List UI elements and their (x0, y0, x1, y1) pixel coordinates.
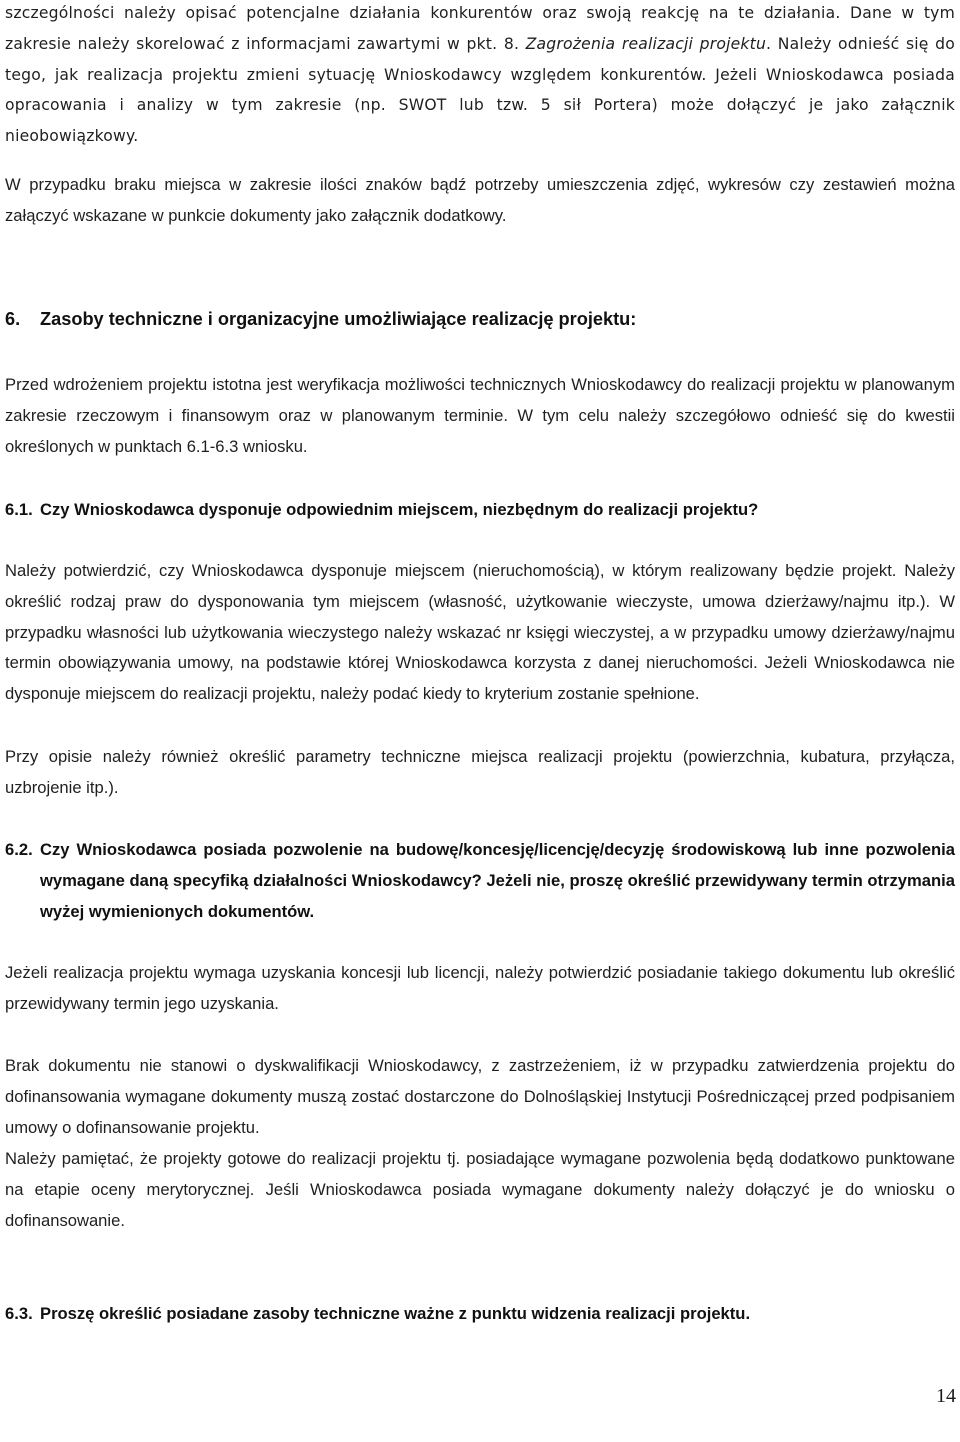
question-6-3-number: 6.3. (5, 1304, 33, 1323)
section-6-title: Zasoby techniczne i organizacyjne umożliwiające realizację projektu: (40, 309, 637, 329)
question-6-3-heading (5, 1299, 955, 1330)
space-note-paragraph: W przypadku braku miejsca w zakresie ilości znaków bądź potrzeby umieszczenia zdjęć, wykresów czy zestawień można załączyć wskazane w punkcie dokumenty jako załącznik dodatkowy. (5, 175, 955, 225)
question-6-1-heading (5, 495, 955, 526)
section-6-number: 6. (5, 309, 21, 329)
page-number: 14 (936, 1385, 956, 1407)
question-6-2-title: Czy Wnioskodawca posiada pozwolenie na budowę/koncesję/licencję/decyzję środowiskową lub inne pozwolenia wymagane daną specyfiką działalności Wnioskodawcy? Jeżeli nie, proszę określić przewidywany termin otrzymania wyżej wymienionych dokumentów. (40, 840, 955, 921)
question-6-2-heading (5, 835, 955, 927)
question-6-1-params: Przy opisie należy również określić parametry techniczne miejsca realizacji projektu (powierzchnia, kubatura, przyłącza, uzbrojenie itp.). (5, 747, 955, 797)
question-6-2-number: 6.2. (5, 840, 33, 859)
intro-text-a: szczególności należy opisać potencjalne działania konkurentów oraz swoją reakcję na te działania. Dane w tym zakresie należy skorelować z informacjami zawartymi w pkt. 8. (5, 4, 955, 53)
question-6-2-concession: Jeżeli realizacja projektu wymaga uzyskania koncesji lub licencji, należy potwierdzić posiadanie takiego dokumentu lub określić przewidywany termin jego uzyskania. (5, 963, 955, 1013)
question-6-1-number: 6.1. (5, 500, 33, 519)
question-6-3-title: Proszę określić posiadane zasoby techniczne ważne z punktu widzenia realizacji projektu. (40, 1304, 751, 1323)
intro-paragraph (5, 0, 955, 152)
section-6-heading (5, 304, 955, 335)
question-6-1-body: Należy potwierdzić, czy Wnioskodawca dysponuje miejscem (nieruchomością), w którym realizowany będzie projekt. Należy określić rodzaj praw do dysponowania tym miejscem (własność, użytkowanie wieczyste, umowa dzierżawy/najmu itp.). W przypadku własności lub użytkowania wieczystego należy wskazać nr księgi wieczystej, a w przypadku umowy dzierżawy/najmu termin obowiązywania umowy, na podstawie której Wnioskodawca korzysta z danej nieruchomości. Jeżeli Wnioskodawca nie dysponuje miejscem do realizacji projektu, należy podać kiedy to kryterium zostanie spełnione. (5, 561, 955, 704)
section-6-intro: Przed wdrożeniem projektu istotna jest weryfikacja możliwości technicznych Wnioskodawcy do realizacji projektu w planowanym zakresie rzeczowym i finansowym oraz w planowanym terminie. W tym celu należy szczegółowo odnieść się do kwestii określonych w punktach 6.1-6.3 wniosku. (5, 375, 955, 456)
question-6-2-no-document: Brak dokumentu nie stanowi o dyskwalifikacji Wnioskodawcy, z zastrzeżeniem, iż w przypadku zatwierdzenia projektu do dofinansowania wymagane dokumenty muszą zostać dostarczone do Dolnośląskiej Instytucji Pośredniczącej przed podpisaniem umowy o dofinansowanie projektu. (5, 1056, 955, 1137)
question-6-1-title: Czy Wnioskodawca dysponuje odpowiednim miejscem, niezbędnym do realizacji projektu? (40, 500, 759, 519)
question-6-2-remember: Należy pamiętać, że projekty gotowe do realizacji projektu tj. posiadające wymagane pozwolenia będą dodatkowo punktowane na etapie oceny merytorycznej. Jeśli Wnioskodawca posiada wymagane dokumenty należy dołączyć je do wniosku o dofinansowanie. (5, 1149, 955, 1230)
intro-italic-ref: Zagrożenia realizacji projektu (525, 34, 767, 53)
intro-text-b: . Należy odnieść się do tego, jak realizacja projektu zmieni sytuację Wnioskodawcy względem konkurentów. Jeżeli Wnioskodawca posiada opracowania i analizy w tym zakresie (np. SWOT lub tzw. 5 sił Portera) może dołączyć je jako załącznik nieobowiązkowy. (5, 34, 955, 146)
